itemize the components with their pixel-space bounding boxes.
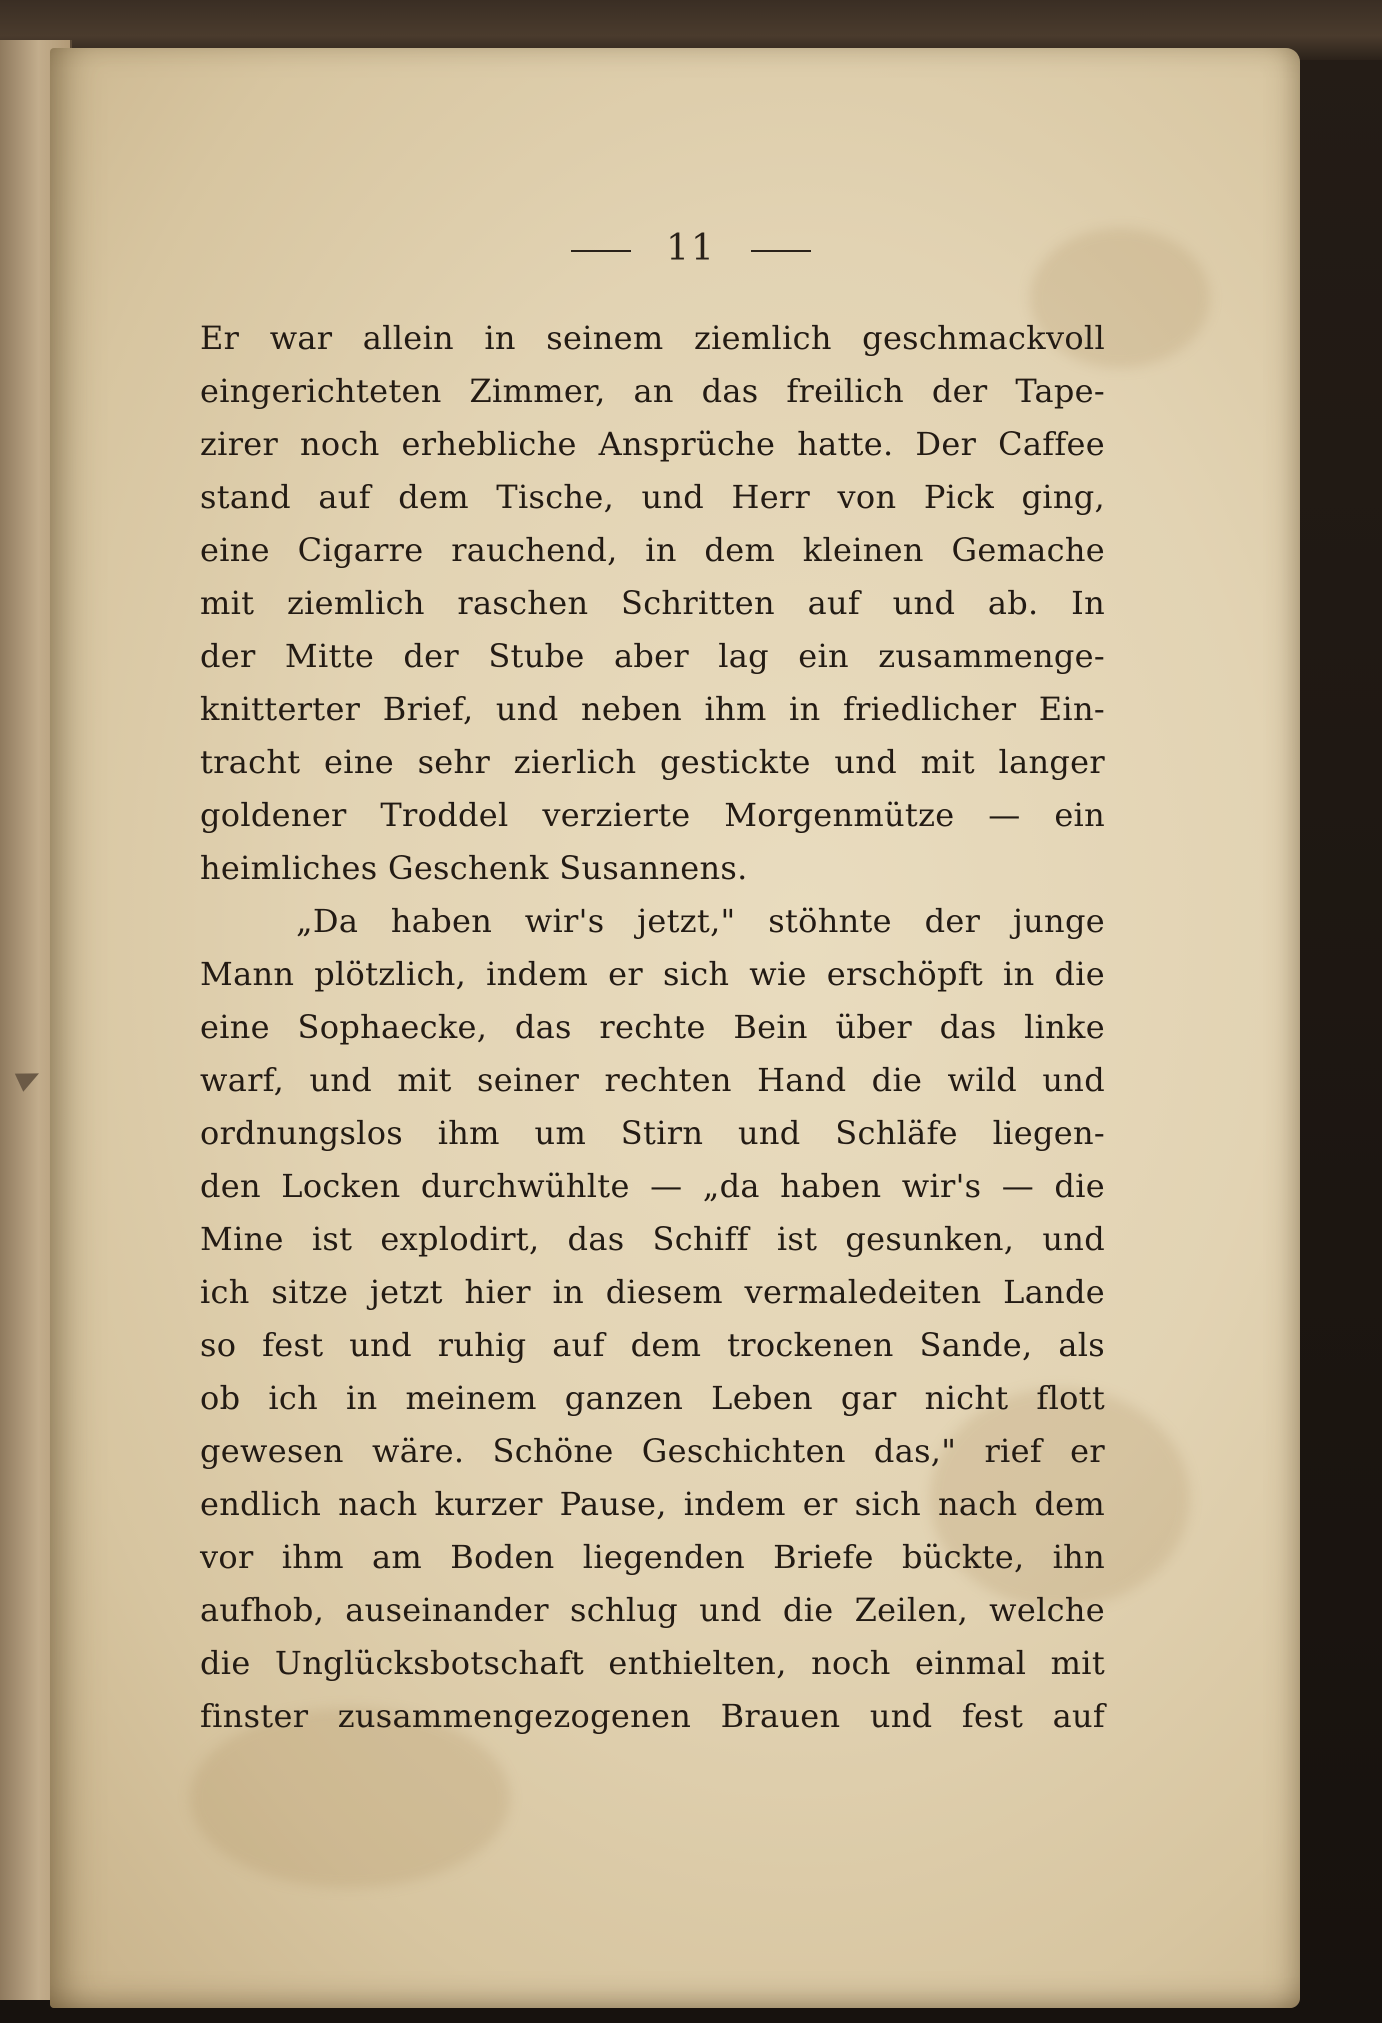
text-line: finster zusammengezogenen Brauen und fest auf (200, 1697, 1105, 1735)
text-line: so fest und ruhig auf dem trockenen Sande, als (200, 1326, 1105, 1364)
text-line: endlich nach kurzer Pause, indem er sich nach dem (200, 1485, 1105, 1523)
text-line: der Mitte der Stube aber lag ein zusammenge- (200, 637, 1105, 675)
text-line: Mann plötzlich, indem er sich wie erschöpft in die (200, 955, 1105, 993)
text-line: ich sitze jetzt hier in diesem vermaledeiten Lande (200, 1273, 1105, 1311)
text-line: eine Sophaecke, das rechte Bein über das linke (200, 1008, 1105, 1046)
ornament-right (751, 250, 811, 252)
body-text (200, 312, 1105, 1743)
page-number-header (0, 228, 1382, 269)
text-line: knitterter Brief, und neben ihm in friedlicher Ein- (200, 690, 1105, 728)
text-line: ob ich in meinem ganzen Leben gar nicht flott (200, 1379, 1105, 1417)
text-line: Mine ist explodirt, das Schiff ist gesunken, und (200, 1220, 1105, 1258)
text-line: zirer noch erhebliche Ansprüche hatte. Der Caffee (200, 425, 1105, 463)
text-line: tracht eine sehr zierlich gestickte und mit langer (200, 743, 1105, 781)
text-line: eine Cigarre rauchend, in dem kleinen Gemache (200, 531, 1105, 569)
text-line: goldener Troddel verzierte Morgenmütze — ein (200, 796, 1105, 834)
text-line: Er war allein in seinem ziemlich geschmackvoll (200, 319, 1105, 357)
ornament-left (571, 250, 631, 252)
text-line: warf, und mit seiner rechten Hand die wild und (200, 1061, 1105, 1099)
page-number: 11 (666, 228, 716, 269)
text-line: eingerichteten Zimmer, an das freilich der Tape- (200, 372, 1105, 410)
text-line: mit ziemlich raschen Schritten auf und ab. In (200, 584, 1105, 622)
text-line: ordnungslos ihm um Stirn und Schläfe liegen- (200, 1114, 1105, 1152)
text-line: heimliches Geschenk Susannens. (200, 849, 748, 887)
text-line: vor ihm am Boden liegenden Briefe bückte, ihn (200, 1538, 1105, 1576)
text-line: aufhob, auseinander schlug und die Zeilen, welche (200, 1591, 1105, 1629)
text-line: den Locken durchwühlte — „da haben wir's — die (200, 1167, 1105, 1205)
text-line: gewesen wäre. Schöne Geschichten das," rief er (200, 1432, 1105, 1470)
text-line: die Unglücksbotschaft enthielten, noch einmal mit (200, 1644, 1105, 1682)
text-line: stand auf dem Tische, und Herr von Pick ging, (200, 478, 1105, 516)
text-line: „Da haben wir's jetzt," stöhnte der junge (296, 902, 1105, 940)
